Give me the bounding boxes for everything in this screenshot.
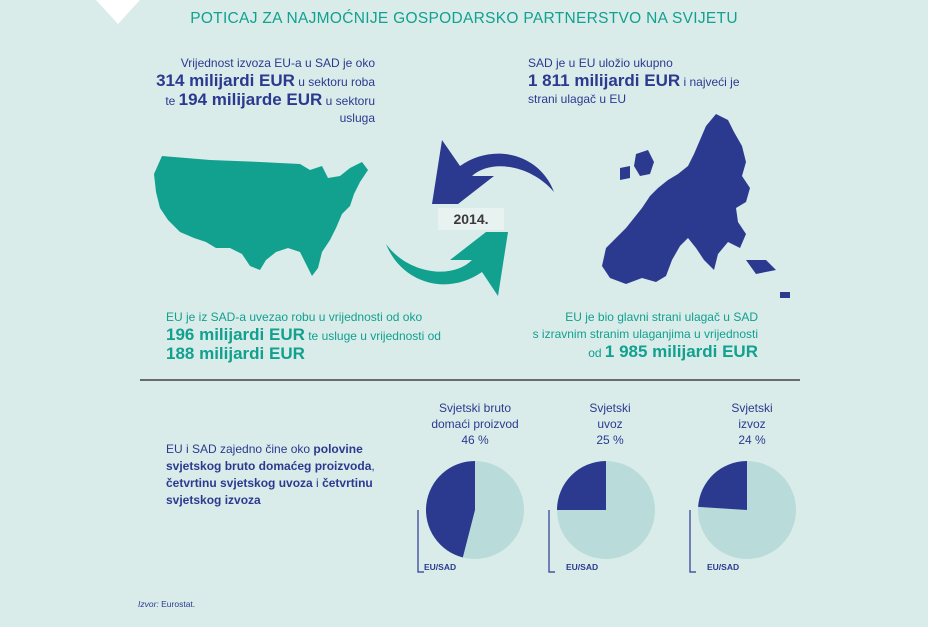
export-line1: Vrijednost izvoza EU-a u SAD je oko	[180, 56, 375, 70]
source-label: Izvor:	[138, 599, 159, 609]
pie-exports-line2: izvoz	[738, 417, 766, 431]
pie-exports-bracket	[690, 510, 696, 572]
eu-investment-value: 1 985 milijardi EUR	[604, 342, 758, 361]
pie-gdp-line2: domaći proizvod	[431, 417, 519, 431]
import-line2: te usluge u vrijednosti od	[304, 329, 441, 343]
pie-imports-label: EU/SAD	[566, 562, 599, 572]
pie-caption-imports	[555, 400, 665, 448]
summary-exports: svjetskog izvoza	[166, 493, 261, 507]
summary-and: i	[312, 476, 323, 490]
eu-map-icon	[596, 110, 796, 305]
eu-investment-line1: EU je bio glavni strani ulagač u SAD	[565, 310, 758, 324]
us-investment-line2: i najveći je	[680, 75, 740, 89]
pie-gdp-label: EU/SAD	[424, 562, 457, 572]
pie-caption-gdp	[415, 400, 535, 448]
source-note	[138, 599, 195, 609]
divider	[140, 379, 800, 381]
export-text	[140, 55, 375, 127]
export-line4: usluga	[339, 111, 375, 125]
year-label: 2014.	[438, 208, 504, 230]
source-text: Eurostat.	[158, 599, 196, 609]
us-investment-line1: SAD je u EU uložio ukupno	[528, 56, 673, 70]
us-investment-text	[528, 55, 788, 108]
export-line3: u sektoru	[322, 94, 375, 108]
summary-comma: ,	[371, 459, 375, 473]
export-pre3: te	[165, 94, 179, 108]
summary-imports: četvrtinu svjetskog uvoza	[166, 476, 313, 490]
eu-investment-line2: s izravnim stranim ulaganjima u vrijednosti	[532, 327, 758, 341]
summary-gdp: svjetskog bruto domaćeg proizvoda	[166, 459, 372, 473]
summary-quarter: četvrtinu	[322, 476, 373, 490]
pie-exports-slice	[698, 461, 747, 510]
pie-imports-bracket	[549, 510, 555, 572]
eu-investment-text	[490, 309, 758, 362]
pie-exports-pct: 24 %	[738, 433, 766, 447]
summary-pre: EU i SAD zajedno čine oko	[166, 442, 314, 456]
export-goods-value: 314 milijardi EUR	[156, 71, 295, 90]
pie-imports-slice	[557, 461, 606, 510]
summary-text	[166, 441, 406, 509]
import-goods-value: 196 milijardi EUR	[166, 325, 305, 344]
page-title: POTICAJ ZA NAJMOĆNIJE GOSPODARSKO PARTNERSTVO NA SVIJETU	[190, 10, 738, 27]
usa-map-icon	[150, 148, 380, 283]
us-investment-line3: strani ulagač u EU	[528, 92, 627, 106]
pie-imports-line1: Svjetski	[589, 401, 631, 415]
export-services-value: 194 milijarde EUR	[178, 90, 323, 109]
pie-gdp-pct: 46 %	[461, 433, 489, 447]
eu-investment-pre3: od	[588, 346, 605, 360]
us-investment-value: 1 811 milijardi EUR	[528, 71, 681, 90]
pie-exports-label: EU/SAD	[707, 562, 740, 572]
pie-gdp-line1: Svjetski bruto	[438, 401, 512, 415]
summary-half: polovine	[313, 442, 363, 456]
export-line2: u sektoru roba	[294, 75, 375, 89]
pie-exports-line1: Svjetski	[731, 401, 773, 415]
import-services-value: 188 milijardi EUR	[166, 344, 305, 363]
import-text	[166, 309, 486, 362]
import-line1: EU je iz SAD-a uvezao robu u vrijednosti od oko	[166, 310, 423, 324]
pie-imports-line2: uvoz	[597, 417, 623, 431]
pie-imports-pct: 25 %	[596, 433, 624, 447]
pie-charts	[400, 455, 820, 585]
pie-caption-exports	[697, 400, 807, 448]
